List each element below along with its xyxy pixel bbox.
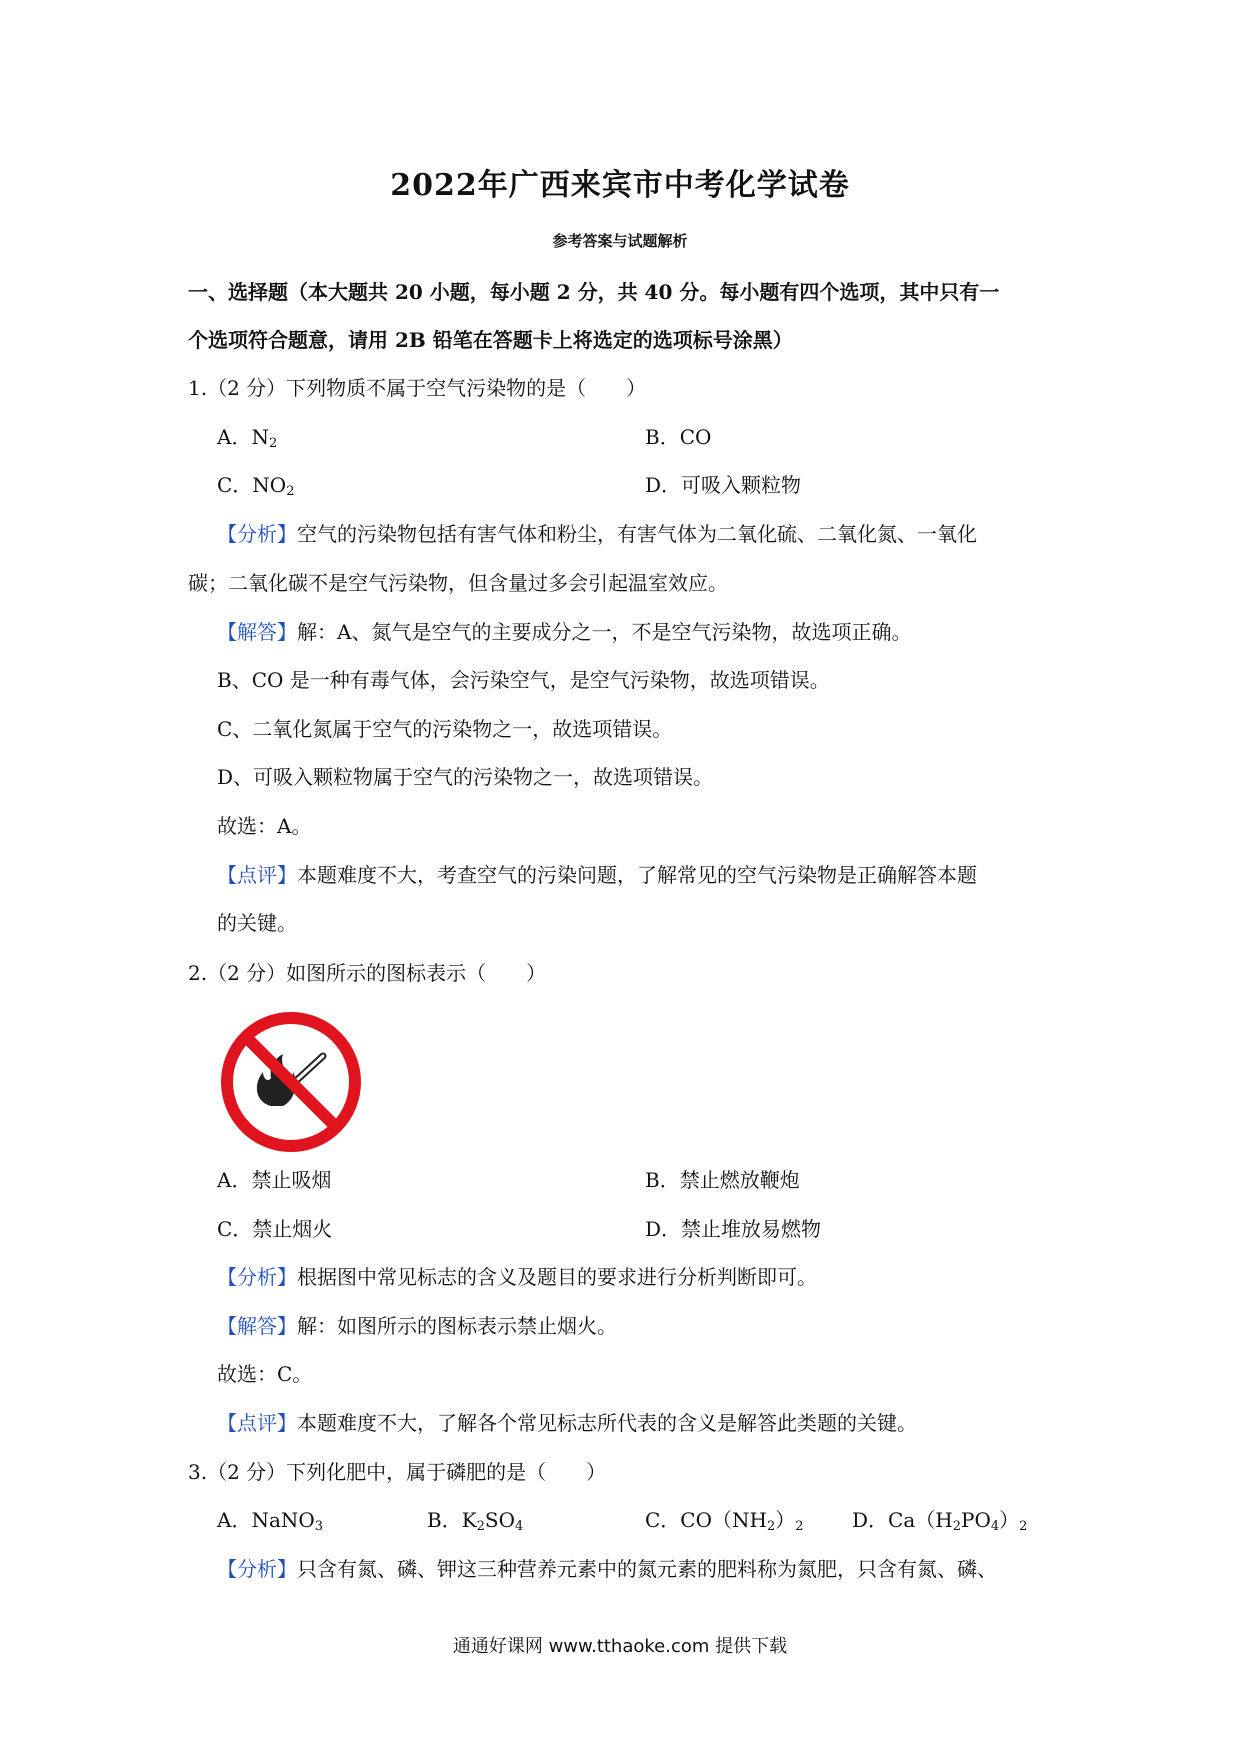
page-title: 2022年广西来宾市中考化学试卷 [390, 168, 850, 203]
q2-option-a: A．禁止吸烟 [217, 1168, 332, 1192]
q1-stem: 1.（2 分）下列物质不属于空气污染物的是（ ） [188, 376, 647, 400]
q1-comment-line-2: 的关键。 [217, 911, 297, 935]
q1-option-a: A．$N_2$ [217, 425, 278, 451]
page-footer: 通通好课网 www.tthaoke.com 提供下载 [452, 1636, 788, 1657]
q1-answer-line-3: C、二氧化氮属于空气的污染物之一，故选项错误。 [217, 717, 673, 741]
page-subtitle: 参考答案与试题解析 [552, 232, 688, 250]
q2-option-d: D．禁止堆放易燃物 [645, 1217, 822, 1241]
section-heading-line-1: 一、选择题（本大题共 20 小题，每小题 2 分，共 40 分。每小题有四个选项，其中只有一 [188, 280, 1000, 304]
answer-tag: 【解答】 [217, 620, 297, 644]
q3-stem: 3.（2 分）下列化肥中，属于磷肥的是（ ） [188, 1460, 607, 1484]
q1-analysis-line-1: 【分析】空气的污染物包括有害气体和粉尘，有害气体为二氧化硫、二氧化氮、一氧化 [217, 522, 977, 546]
q1-answer-line-4: D、可吸入颗粒物属于空气的污染物之一，故选项错误。 [217, 765, 714, 789]
comment-tag: 【点评】 [217, 1411, 297, 1435]
q3-option-c: C．$CO(NH_2)_2$ [645, 1508, 804, 1534]
q2-option-b: B．禁止燃放鞭炮 [645, 1168, 800, 1192]
q2-answer: 【解答】解：如图所示的图标表示禁止烟火。 [217, 1314, 617, 1338]
q1-option-d: D．可吸入颗粒物 [645, 473, 802, 497]
q3-option-a: A．NaNO$_3$ [217, 1508, 324, 1534]
q1-answer-line-1: 【解答】解：A、氮气是空气的主要成分之一，不是空气污染物，故选项正确。 [217, 620, 912, 644]
analysis-tag: 【分析】 [217, 522, 297, 546]
q1-comment-line-1: 【点评】本题难度不大，考查空气的污染问题，了解常见的空气污染物是正确解答本题 [217, 863, 977, 887]
q1-analysis-line-2: 碳；二氧化碳不是空气污染物，但含量过多会引起温室效应。 [188, 571, 728, 595]
q3-analysis-line-1: 【分析】只含有氮、磷、钾这三种营养元素中的氮元素的肥料称为氮肥，只含有氮、磷、 [217, 1557, 997, 1581]
comment-tag: 【点评】 [217, 863, 297, 887]
q3-option-b: B．$K_2SO_4$ [427, 1508, 524, 1534]
q2-option-c: C．禁止烟火 [217, 1217, 333, 1241]
answer-tag: 【解答】 [217, 1314, 297, 1338]
analysis-tag: 【分析】 [217, 1557, 297, 1581]
q3-option-d: D．$Ca(H_2PO_4)_2$ [852, 1508, 1028, 1534]
q1-option-b: B．CO [645, 425, 712, 449]
q1-option-c: C．$NO_2$ [217, 473, 295, 499]
section-heading-line-2: 个选项符合题意，请用 2B 铅笔在答题卡上将选定的选项标号涂黑） [188, 328, 793, 352]
q2-stem: 2.（2 分）如图所示的图标表示（ ） [188, 961, 547, 985]
q2-analysis: 【分析】根据图中常见标志的含义及题目的要求进行分析判断即可。 [217, 1265, 817, 1289]
no-fire-sign-icon [219, 1010, 363, 1154]
analysis-tag: 【分析】 [217, 1265, 297, 1289]
q2-choice: 故选：C。 [217, 1362, 313, 1386]
q2-comment: 【点评】本题难度不大，了解各个常见标志所代表的含义是解答此类题的关键。 [217, 1411, 917, 1435]
q1-answer-line-2: B、CO 是一种有毒气体，会污染空气，是空气污染物，故选项错误。 [217, 668, 830, 692]
q1-choice: 故选：A。 [217, 814, 312, 838]
